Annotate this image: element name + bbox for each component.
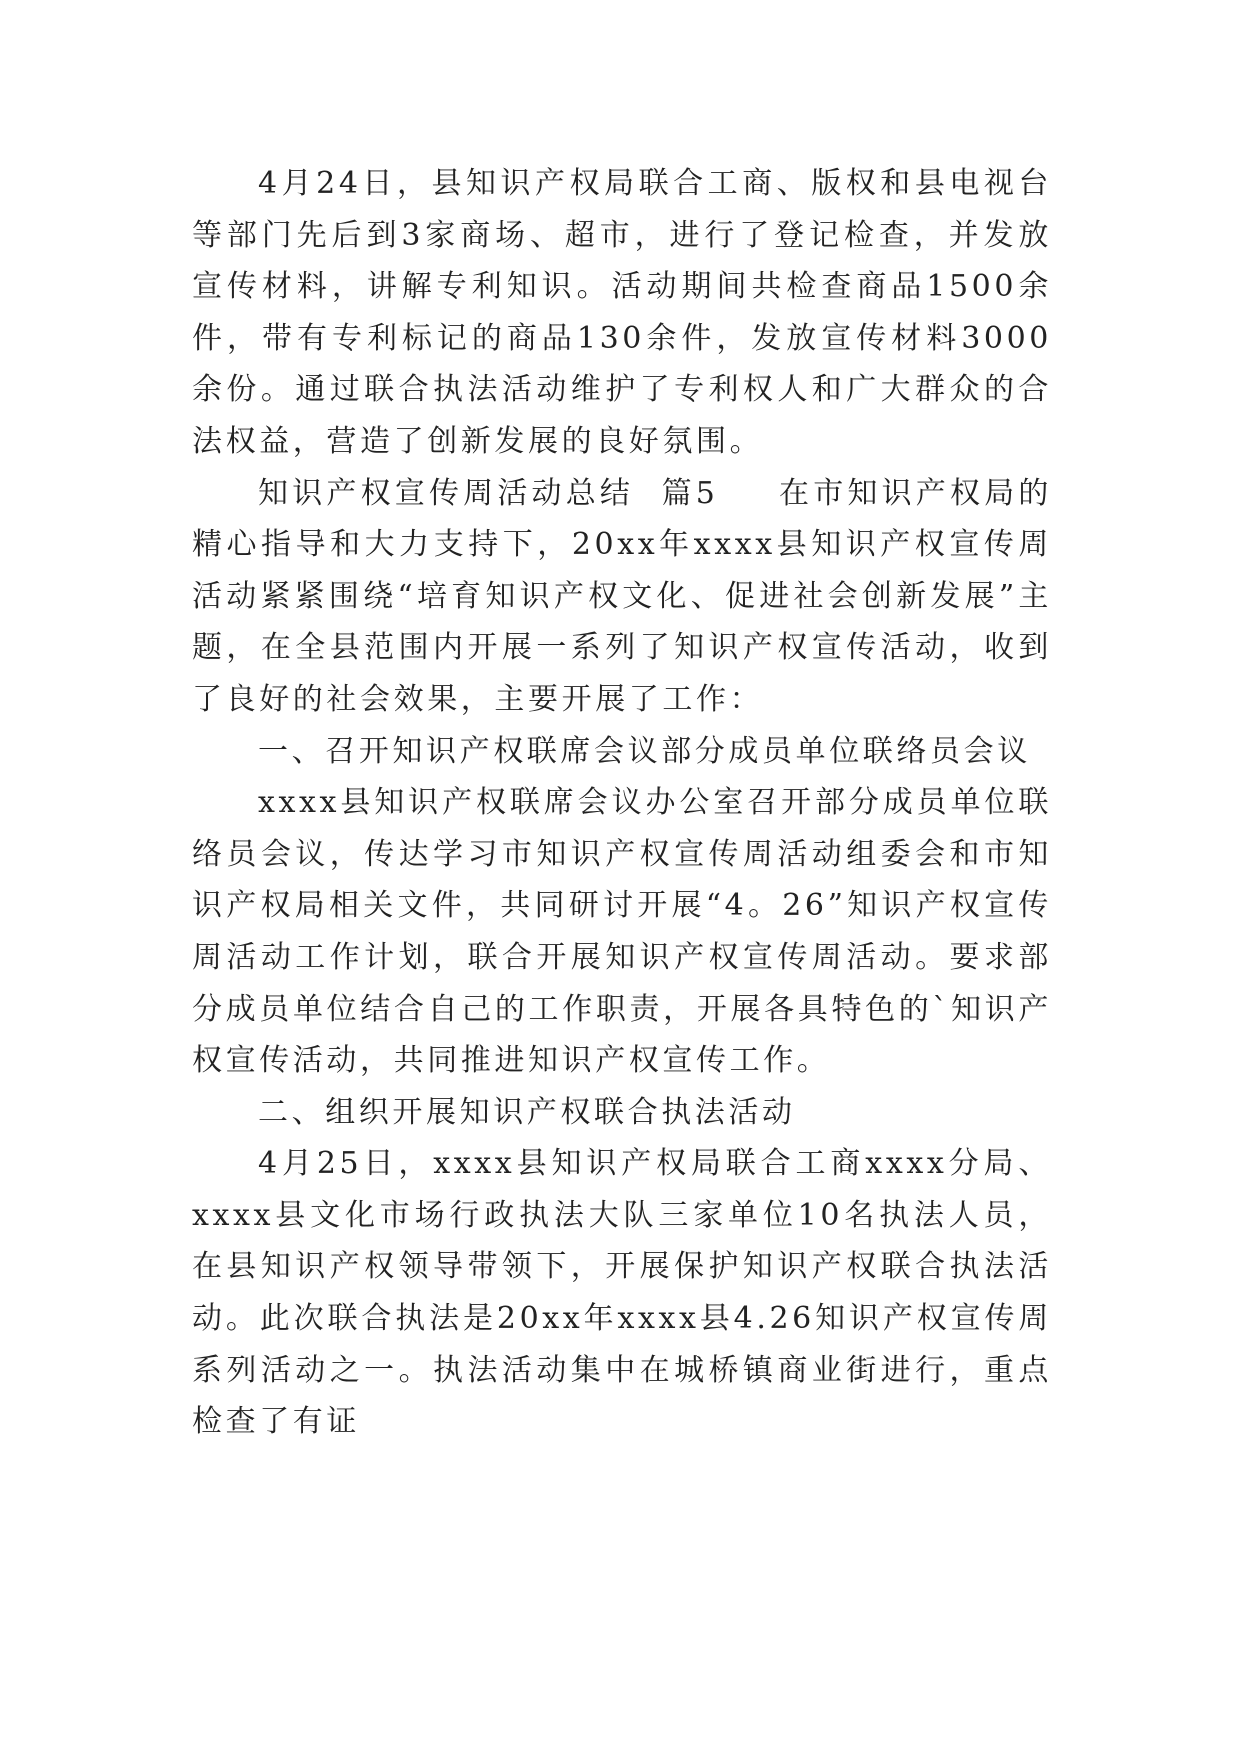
paragraph-text: 4月25日，xxxx县知识产权局联合工商xxxx分局、xxxx县文化市场行政执法大队三家单位10名执法人员，在县知识产权领导带领下，开展保护知识产权联合执法活动。此次联合执法是20xx年xxxx县4.26知识产权宣传周系列活动之一。执法活动集中在城桥镇商业街进行，重点检查了有证	[192, 1146, 1052, 1440]
paragraph-joint-enforcement	[192, 1138, 1052, 1448]
paragraph-text: xxxx县知识产权联席会议办公室召开部分成员单位联络员会议，传达学习市知识产权宣传周活动组委会和市知识产权局相关文件，共同研讨开展“4。26”知识产权宣传周活动工作计划，联合开展知识产权宣传周活动。要求部分成员单位结合自己的工作职责，开展各具特色的`知识产权宣传活动，共同推进知识产权宣传工作。	[192, 785, 1052, 1079]
paragraph-text: 在市知识产权局的精心指导和大力支持下，20xx年xxxx县知识产权宣传周活动紧紧围绕“培育知识产权文化、促进社会创新发展”主题，在全县范围内开展一系列了知识产权宣传活动，收到了良好的社会效果，主要开展了工作：	[192, 475, 1052, 717]
paragraph-liaison-meeting	[192, 777, 1052, 1087]
section-heading: 知识产权宣传周活动总结 篇5	[258, 475, 719, 511]
subheading-liaison-meeting	[192, 726, 1052, 778]
paragraph-text: 4月24日，县知识产权局联合工商、版权和县电视台等部门先后到3家商场、超市，进行了登记检查，并发放宣传材料，讲解专利知识。活动期间共检查商品1500余件，带有专利标记的商品130余件，发放宣传材料3000余份。通过联合执法活动维护了专利权人和广大群众的合法权益，营造了创新发展的良好氛围。	[192, 166, 1052, 459]
paragraph-text: 一、召开知识产权联席会议部分成员单位联络员会议	[258, 733, 1031, 769]
subheading-joint-enforcement	[192, 1087, 1052, 1139]
document-body	[192, 158, 1052, 1448]
paragraph-patent-inspection	[192, 158, 1052, 468]
paragraph-section-5-intro	[192, 468, 1052, 726]
paragraph-text: 二、组织开展知识产权联合执法活动	[258, 1094, 796, 1130]
